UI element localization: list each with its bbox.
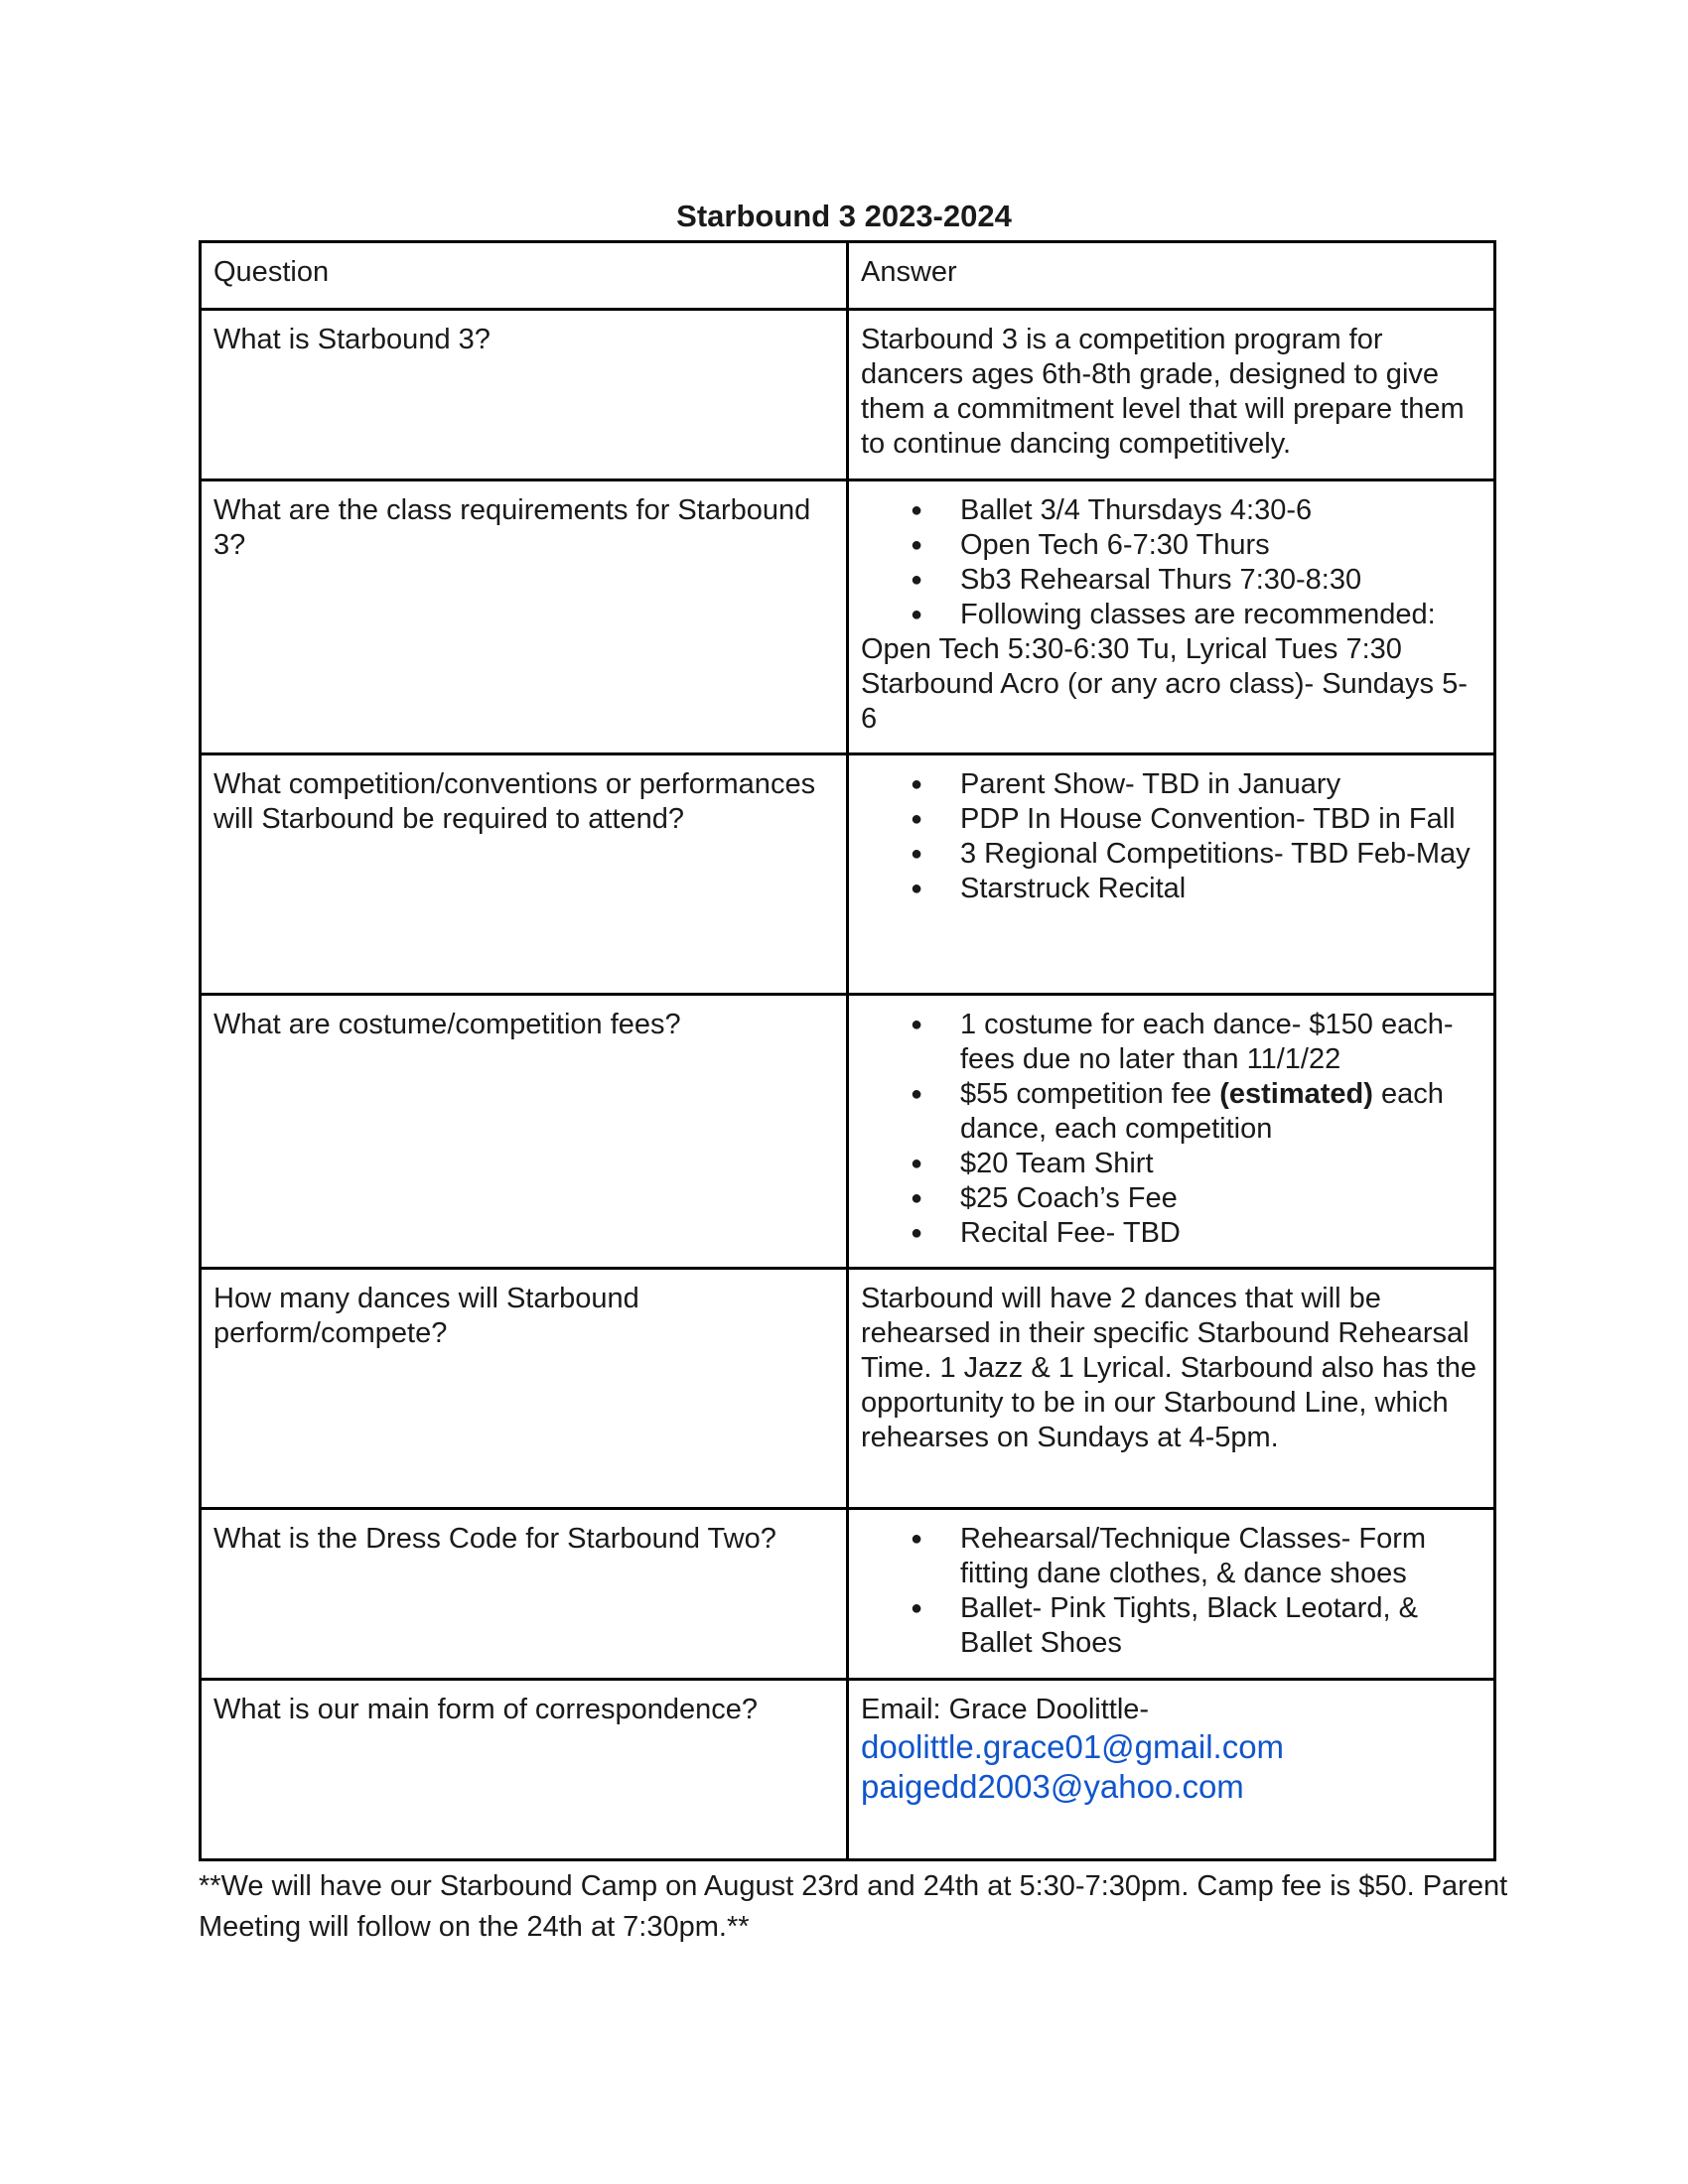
- answer-cell: Starbound will have 2 dances that will be rehearsed in their specific Starbound Rehearsal Time. 1 Jazz & 1 Lyrical. Starbound also has the opportunity to be in our Starbound Line, which rehearses on Sundays at 4-5pm.: [848, 1269, 1495, 1509]
- header-answer: Answer: [848, 242, 1495, 310]
- answer-cell: [848, 1680, 1495, 1860]
- question-cell: How many dances will Starbound perform/compete?: [201, 1269, 848, 1509]
- recommended-classes-text: Open Tech 5:30-6:30 Tu, Lyrical Tues 7:30 Starbound Acro (or any acro class)- Sundays 5-6: [861, 633, 1468, 735]
- list-item: ● $25 Coach’s Fee: [861, 1181, 1481, 1216]
- list-item: ● PDP In House Convention- TBD in Fall: [861, 802, 1481, 837]
- faq-table: [199, 240, 1496, 1861]
- table-row: [201, 1269, 1495, 1509]
- answer-cell: [848, 754, 1495, 995]
- email-link[interactable]: doolittle.grace01@gmail.com: [861, 1728, 1285, 1765]
- question-cell: What competition/conventions or performances will Starbound be required to attend?: [201, 754, 848, 995]
- list-item: ● 1 costume for each dance- $150 each- fees due no later than 11/1/22: [861, 1008, 1481, 1077]
- table-row: [201, 1680, 1495, 1860]
- camp-note: **We will have our Starbound Camp on August 23rd and 24th at 5:30-7:30pm. Camp fee is $50. Parent Meeting will follow on the 24th at 7:30pm.**: [199, 1870, 1508, 1943]
- fee-tail: each dance, each competition: [960, 1078, 1444, 1145]
- email-link[interactable]: paigedd2003@yahoo.com: [861, 1768, 1244, 1805]
- list-item: ● Open Tech 6-7:30 Thurs: [861, 528, 1481, 563]
- list-item: ● $20 Team Shirt: [861, 1147, 1481, 1181]
- bullet-list: [861, 1008, 1481, 1251]
- answer-cell: [848, 995, 1495, 1269]
- bullet-list: [861, 767, 1481, 906]
- header-question: Question: [201, 242, 848, 310]
- fee-text: $55 competition fee: [960, 1078, 1212, 1110]
- answer-cell: Starbound 3 is a competition program for dancers ages 6th-8th grade, designed to give them a commitment level that will prepare them to continue dancing competitively.: [848, 310, 1495, 480]
- answer-cell: [848, 1509, 1495, 1680]
- question-cell: What are the class requirements for Starbound 3?: [201, 480, 848, 754]
- bullet-list: [861, 1522, 1481, 1661]
- document-title: Starbound 3 2023-2024: [676, 199, 1012, 233]
- list-item: ● Ballet 3/4 Thursdays 4:30-6: [861, 493, 1481, 528]
- list-item: ● Rehearsal/Technique Classes- Form fitting dane clothes, & dance shoes: [861, 1522, 1481, 1591]
- bullet-list: [861, 493, 1481, 632]
- list-item: ● Ballet- Pink Tights, Black Leotard, & Ballet Shoes: [861, 1591, 1481, 1661]
- list-item: [861, 1077, 1481, 1147]
- email-contact-label: Email: Grace Doolittle-: [861, 1694, 1150, 1725]
- list-item: ● Sb3 Rehearsal Thurs 7:30-8:30: [861, 563, 1481, 598]
- question-cell: What is Starbound 3?: [201, 310, 848, 480]
- question-cell: What is our main form of correspondence?: [201, 1680, 848, 1860]
- list-item: ● Starstruck Recital: [861, 872, 1481, 906]
- question-cell: What is the Dress Code for Starbound Two?: [201, 1509, 848, 1680]
- list-item: ● Parent Show- TBD in January: [861, 767, 1481, 802]
- list-item: ● 3 Regional Competitions- TBD Feb-May: [861, 837, 1481, 872]
- table-row: [201, 480, 1495, 754]
- list-item: ● Recital Fee- TBD: [861, 1216, 1481, 1251]
- table-header-row: [201, 242, 1495, 310]
- list-item: ● Following classes are recommended:: [861, 598, 1481, 632]
- table-row: [201, 310, 1495, 480]
- table-row: [201, 995, 1495, 1269]
- answer-cell: [848, 480, 1495, 754]
- estimated-label: (estimated): [1219, 1078, 1373, 1110]
- table-row: [201, 1509, 1495, 1680]
- question-cell: What are costume/competition fees?: [201, 995, 848, 1269]
- table-row: [201, 754, 1495, 995]
